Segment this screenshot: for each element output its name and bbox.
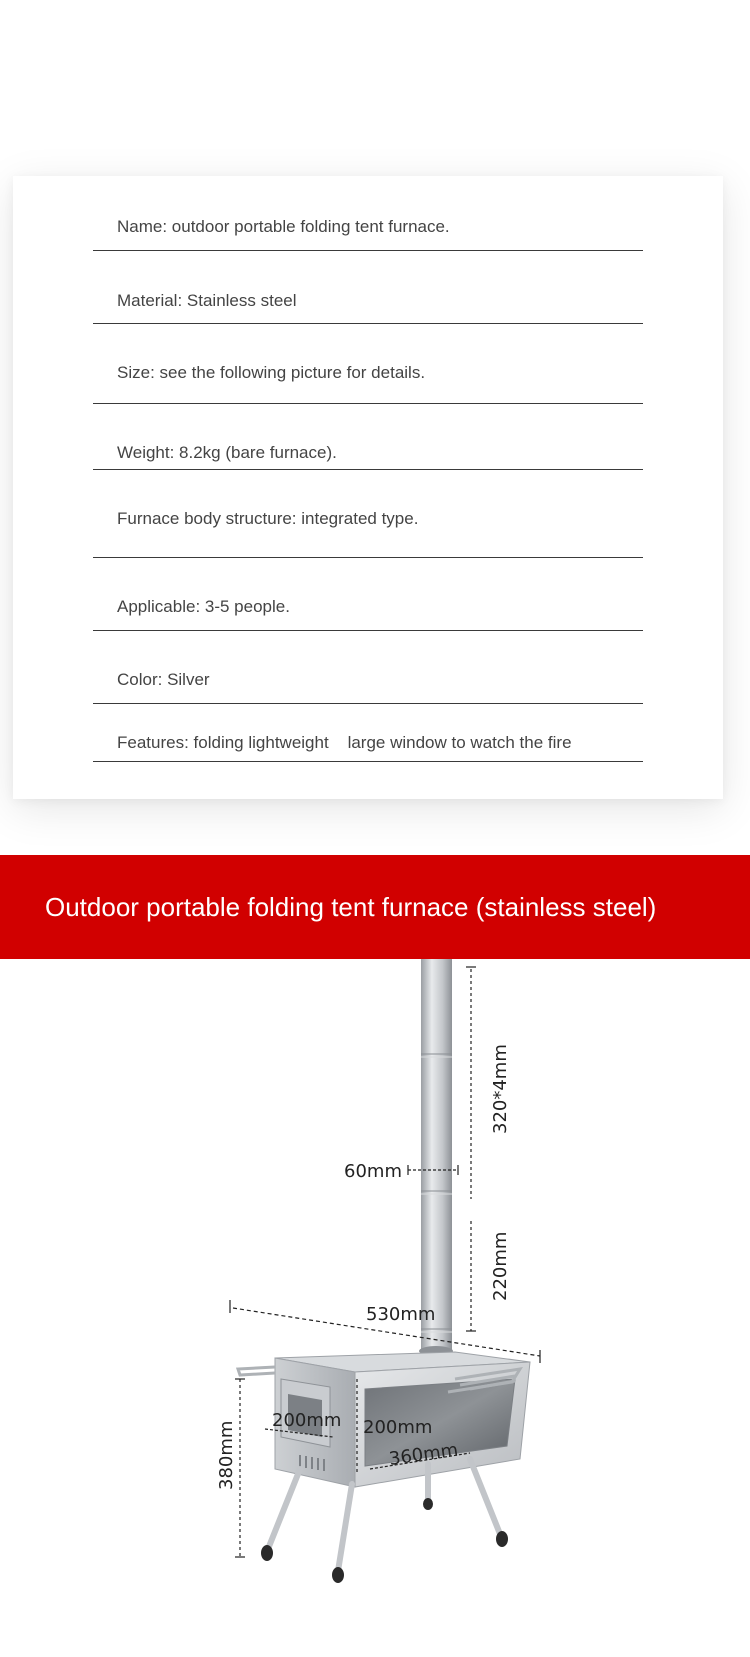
banner-title: Outdoor portable folding tent furnace (stainless steel) [45,892,657,922]
spec-card [13,176,723,799]
spec-row-name [93,176,643,251]
title-banner [0,855,750,959]
spec-row-structure [93,470,643,558]
dim-chimney-length: 320*4mm [490,1044,511,1134]
spec-structure: Furnace body structure: integrated type. [117,509,419,528]
stove-illustration [0,959,750,1599]
leg-feet [261,1498,508,1583]
spec-applicable: Applicable: 3-5 people. [117,597,290,616]
spec-row-size [93,324,643,404]
dim-height: 380mm [216,1420,237,1490]
dim-window-width: 360mm [387,1439,460,1470]
spec-weight: Weight: 8.2kg (bare furnace). [117,443,337,462]
spec-row-color [93,631,643,704]
product-dimension-diagram [0,959,750,1599]
dim-chimney-diameter: 60mm [344,1161,402,1182]
spec-row-features [93,704,643,762]
spec-color: Color: Silver [117,670,210,689]
spec-material: Material: Stainless steel [117,291,297,310]
chimney-pipe [419,959,453,1356]
dim-body-length: 530mm [366,1304,436,1325]
spec-name: Name: outdoor portable folding tent furnace. [117,217,450,236]
spec-size: Size: see the following picture for details. [117,363,426,382]
spec-row-weight [93,404,643,470]
spec-features: Features: folding lightweight large window to watch the fire [117,733,572,752]
dim-window-height: 200mm [363,1417,433,1438]
spec-row-applicable [93,558,643,631]
dim-chimney-lower: 220mm [490,1231,511,1301]
spec-row-material [93,251,643,324]
dim-door-width: 200mm [272,1410,342,1431]
